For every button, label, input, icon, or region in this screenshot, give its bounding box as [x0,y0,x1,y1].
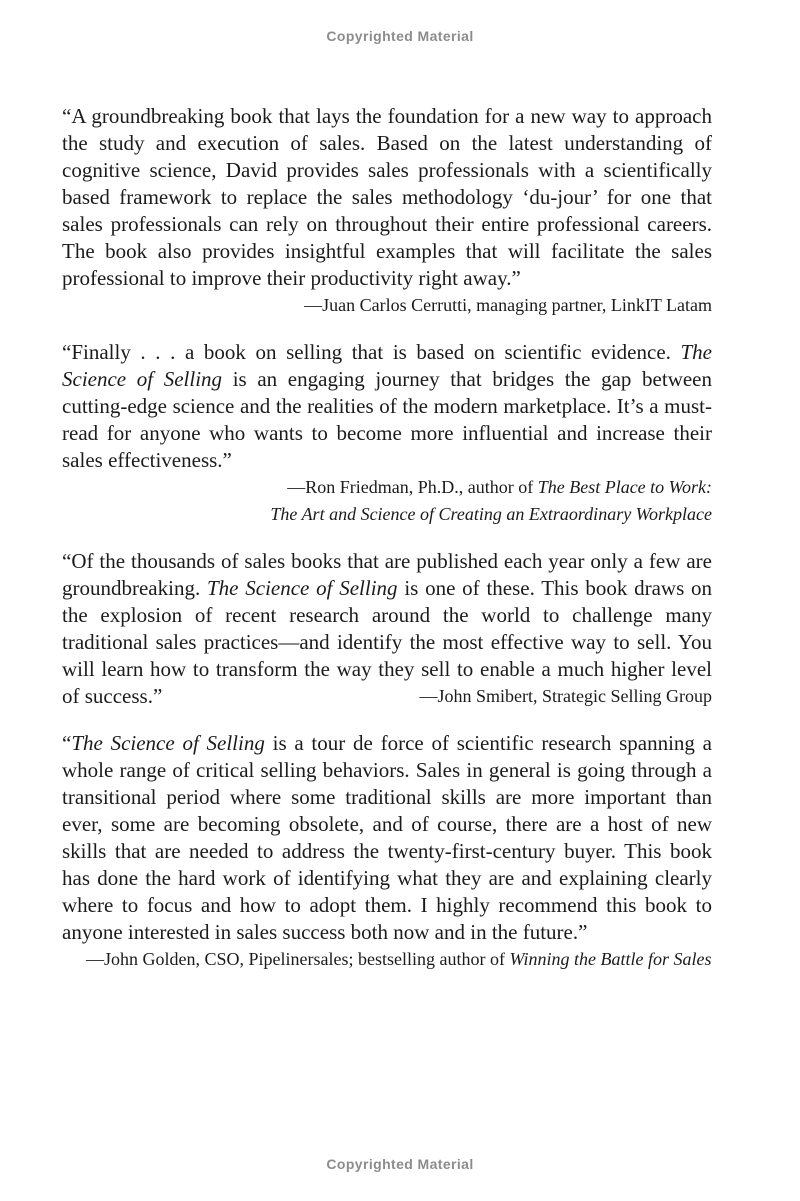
copyright-notice-bottom: Copyrighted Material [326,1156,474,1172]
quote-text: “Of the thousands of sales books that are published each year only a few are groundbreaking. The Science of Selling is one of these. This book draws on the explosion of recent research around the world to challenge many traditional sales practices—and identify the most effective way to sell. You will learn how to transform the way they sell to enable a much higher level of success.” [62,549,713,708]
praise-quote-golden [62,730,712,973]
quote-attribution: —John Smibert, Strategic Selling Group [419,686,712,706]
praise-quote-cerrutti [62,103,712,319]
quote-text: “The Science of Selling is a tour de force of scientific research spanning a whole range of critical selling behaviors. Sales in general is going through a transitional period where some traditional skills are more important than ever, some are becoming obsolete, and of course, there are a host of new skills that are needed to address the twenty-first-century buyer. This book has done the hard work of identifying what they are and explaining clearly where to focus and how to adopt them. I highly recommend this book to anyone interested in sales success both now and in the future.” [62,731,713,944]
quote-text: “Finally . . . a book on selling that is based on scientific evidence. The Science of Selling is an engaging journey that bridges the gap between cutting-edge science and the realities of the modern marketplace. It’s a must-read for anyone who wants to become more influential and increase their sales effectiveness.” [62,340,713,472]
praise-quotes-section [62,103,712,993]
quote-attribution: —John Golden, CSO, Pipelinersales; bestselling author of Winning the Battle for Sales [86,949,712,969]
praise-quote-smibert [62,548,712,710]
copyright-notice-top: Copyrighted Material [326,28,474,44]
quote-text: “A groundbreaking book that lays the foundation for a new way to approach the study and execution of sales. Based on the latest understanding of cognitive science, David provides sales professionals with a scientifically based framework to replace the sales methodology ‘du-jour’ for one that sales professionals can rely on throughout their entire professional careers. The book also provides insightful examples that will facilitate the sales professional to improve their productivity right away.” [62,104,712,290]
praise-quote-friedman [62,339,712,528]
quote-attribution: —Juan Carlos Cerrutti, managing partner, LinkIT Latam [304,295,712,315]
quote-attribution: —Ron Friedman, Ph.D., author of The Best Place to Work: The Art and Science of Creating an Extraordinary Workplace [270,477,712,524]
